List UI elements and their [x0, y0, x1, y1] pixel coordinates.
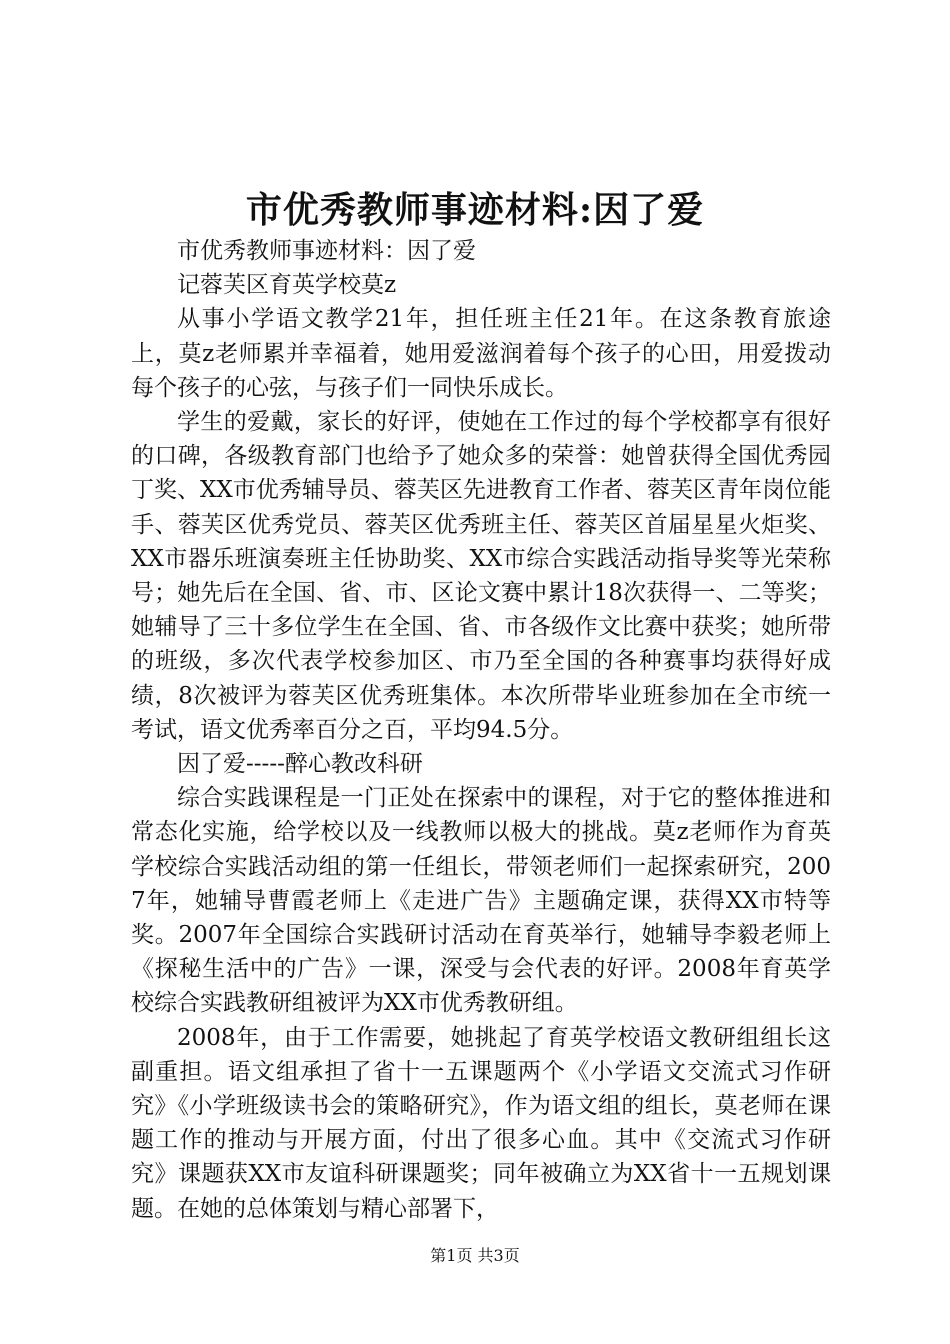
paragraph-section-heading: 因了爱-----醉心教改科研	[177, 751, 423, 778]
paragraph-heading-repeat: 市优秀教师事迹材料：因了爱	[177, 238, 476, 264]
paragraph-intro: 从事小学语文教学21年，担任班主任21年。在这条教育旅途上，莫z老师累并幸福着，她用爱滋润着每个孩子的心田，用爱拨动每个孩子的心弦，与孩子们一同快乐成长。	[131, 306, 831, 401]
document-body	[131, 234, 831, 1226]
page-footer: 第1页 共3页	[430, 1246, 520, 1265]
paragraph-honors: 学生的爱戴，家长的好评，使她在工作过的每个学校都享有很好的口碑，各级教育部门也给予了她众多的荣誉：她曾获得全国优秀园丁奖、XX市优秀辅导员、蓉芙区先进教育工作者、蓉芙区青年岗位能手、蓉芙区优秀党员、蓉芙区优秀班主任、蓉芙区首届星星火炬奖、XX市器乐班演奏班主任协助奖、XX市综合实践活动指导奖等光荣称号；她先后在全国、省、市、区论文赛中累计18次获得一、二等奖；她辅导了三十多位学生在全国、省、市各级作文比赛中获奖；她所带的班级，多次代表学校参加区、市乃至全国的各种赛事均获得好成绩，8次被评为蓉芙区优秀班集体。本次所带毕业班参加在全市统一考试，语文优秀率百分之百，平均94.5分。	[131, 409, 831, 743]
document-title: 市优秀教师事迹材料:因了爱	[245, 189, 705, 231]
paragraph-subject: 记蓉芙区育英学校莫z	[177, 272, 397, 299]
paragraph-research-group: 2008年，由于工作需要，她挑起了育英学校语文教研组组长这副重担。语文组承担了省十一五课题两个《小学语文交流式习作研究》《小学班级读书会的策略研究》，作为语文组的组长，莫老师在课题工作的推动与开展方面，付出了很多心血。其中《交流式习作研究》课题获XX市友谊科研课题奖；同年被确立为XX省十一五规划课题。在她的总体策划与精心部署下，	[131, 1024, 831, 1222]
paragraph-practice-course: 综合实践课程是一门正处在探索中的课程，对于它的整体推进和常态化实施，给学校以及一线教师以极大的挑战。莫z老师作为育英学校综合实践活动组的第一任组长，带领老师们一起探索研究，2007年，她辅导曹霞老师上《走进广告》主题确定课，获得XX市特等奖。2007年全国综合实践研讨活动在育英举行，她辅导李毅老师上《探秘生活中的广告》一课，深受与会代表的好评。2008年育英学校综合实践教研组被评为XX市优秀教研组。	[131, 785, 831, 1017]
